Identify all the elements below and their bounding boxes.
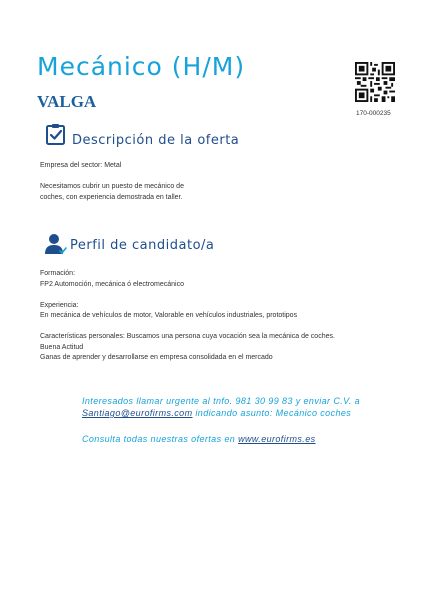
- offer-description: [40, 161, 184, 203]
- profile-description: [40, 269, 335, 364]
- offer-line: Necesitamos cubrir un puesto de mecánico de: [40, 183, 184, 190]
- job-title: Mecánico (H/M): [37, 52, 246, 81]
- profile-line: En mecánica de vehículos de motor, Valorable en vehículos industriales, prototipos: [40, 312, 298, 319]
- profile-line: Experiencia:: [40, 301, 79, 309]
- profile-line: [40, 322, 335, 333]
- profile-line: Formación:: [40, 270, 76, 277]
- section-title-profile: Perfil de candidato/a: [70, 238, 215, 253]
- person-check-icon: [44, 232, 68, 256]
- qr-code-icon[interactable]: [355, 62, 395, 102]
- clipboard-check-icon: [44, 122, 68, 146]
- section-title-offer: Descripción de la oferta: [72, 133, 240, 148]
- offer-line: [40, 172, 184, 183]
- contact-instructions: Interesados llamar urgente al tnfo. 981 30 99 83 y enviar C.V. a: [82, 396, 361, 406]
- website-link[interactable]: www.eurofirms.es: [238, 434, 316, 444]
- contact-subject: indicando asunto: Mecánico coches: [192, 408, 352, 418]
- job-location: VALGA: [37, 92, 97, 111]
- offer-line: Empresa del sector: Metal: [40, 162, 122, 169]
- email-link[interactable]: Santiago@eurofirms.com: [82, 408, 193, 418]
- website-line: [82, 434, 316, 444]
- website-prefix: Consulta todas nuestras ofertas en: [82, 434, 239, 444]
- offer-line: coches, con experiencia demostrada en taller.: [40, 193, 183, 201]
- profile-line: Buena Actitud: [40, 343, 84, 351]
- profile-line: Características personales: Buscamos una persona cuya vocación sea la mecánica de coches.: [40, 333, 335, 340]
- reference-code: 170-000235: [356, 110, 391, 117]
- contact-email-line: [82, 408, 351, 418]
- profile-line: [40, 290, 335, 301]
- profile-line: FP2 Automoción, mecánica ó electromecánico: [40, 280, 184, 288]
- profile-line: Ganas de aprender y desarrollarse en empresa consolidada en el mercado: [40, 354, 273, 361]
